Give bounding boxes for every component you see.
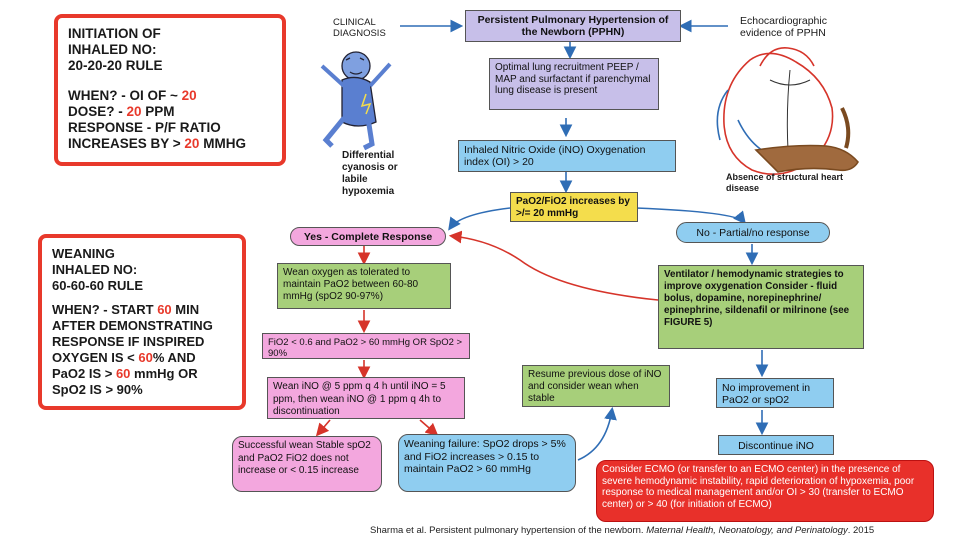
node-pao2-fio2-increase: PaO2/FiO2 increases by >/= 20 mmHg: [510, 192, 638, 222]
arrow-wean-ino-to-failure: [420, 420, 436, 434]
initiation-title-3: 20-20-20 RULE: [68, 58, 163, 73]
weaning-line-5: AFTER DEMONSTRATING: [52, 318, 213, 333]
cyanotic-infant-illustration: [322, 52, 390, 148]
weaning-title-2: INHALED NO:: [52, 262, 138, 277]
node-lung-recruitment: Optimal lung recruitment PEEP / MAP and surfactant if parenchymal lung disease is present: [489, 58, 659, 110]
weaning-line-9: SpO2 IS > 90%: [52, 382, 143, 397]
node-inhaled-nitric-oxide: Inhaled Nitric Oxide (iNO) Oxygenation index (OI) > 20: [458, 140, 676, 172]
node-no-partial-response: No - Partial/no response: [676, 222, 830, 243]
arrow-wean-ino-to-successful: [318, 420, 330, 434]
initiation-response-1: RESPONSE - P/F RATIO: [68, 120, 221, 135]
node-consider-ecmo: Consider ECMO (or transfer to an ECMO center) in the presence of severe hemodynamic instability, rapid deterioration of hypoxemia, poor response to medical management and/or OI > 30 (transfer to ECMO center) or > 40 (for initiation of ECMO): [596, 460, 934, 522]
node-discontinue-ino: Discontinue iNO: [718, 435, 834, 455]
weaning-line-8: PaO2 IS > 60 mmHg OR: [52, 366, 198, 381]
heart-echocardiogram-illustration: [717, 48, 858, 174]
echo-evidence-label: Echocardiographic evidence of PPHN: [740, 15, 827, 39]
arrow-pao2-to-no: [636, 208, 744, 222]
weaning-title-3: 60-60-60 RULE: [52, 278, 144, 293]
initiation-title-1: INITIATION OF: [68, 26, 161, 41]
node-pphn: Persistent Pulmonary Hypertension of the Newborn (PPHN): [465, 10, 681, 42]
weaning-line-7: OXYGEN IS < 60% AND: [52, 350, 196, 365]
initiation-dose: DOSE? - 20 PPM: [68, 104, 175, 119]
node-wean-ino: Wean iNO @ 5 ppm q 4 h until iNO = 5 ppm, then wean iNO @ 1 ppm q 4h to discontinuation: [267, 377, 465, 419]
initiation-response-2: INCREASES BY > 20 MMHG: [68, 136, 246, 151]
initiation-title-2: INHALED NO:: [68, 42, 157, 57]
node-resume-ino: Resume previous dose of iNO and consider wean when stable: [522, 365, 670, 407]
node-wean-oxygen: Wean oxygen as tolerated to maintain PaO2 between 60-80 mmHg (spO2 90-97%): [277, 263, 451, 309]
node-yes-complete-response: Yes - Complete Response: [290, 227, 446, 246]
weaning-title-1: WEANING: [52, 246, 115, 261]
arrow-pao2-to-yes: [450, 208, 510, 228]
node-weaning-failure: Weaning failure: SpO2 drops > 5% and FiO2 increases > 0.15 to maintain PaO2 > 60 mmHg: [398, 434, 576, 492]
arrow-failure-to-resume: [578, 410, 612, 460]
arrow-ventilator-to-yes: [452, 236, 658, 300]
initiation-when: WHEN? - OI OF ~ 20: [68, 88, 197, 103]
weaning-line-6: RESPONSE IF INSPIRED: [52, 334, 205, 349]
node-ventilator-hemodynamic: Ventilator / hemodynamic strategies to improve oxygenation Consider - fluid bolus, dopamine, norepinephrine/ epinephrine, sildenafil or milrinone (see FIGURE 5): [658, 265, 864, 349]
node-successful-wean: Successful wean Stable spO2 and PaO2 FiO2 does not increase or < 0.15 increase: [232, 436, 382, 492]
weaning-when: WHEN? - START 60 MIN: [52, 302, 200, 317]
node-fio2-pao2-criteria: FiO2 < 0.6 and PaO2 > 60 mmHg OR SpO2 > 90%: [262, 333, 470, 359]
absence-structural-label: Absence of structural heart disease: [726, 172, 844, 193]
citation: Sharma et al. Persistent pulmonary hypertension of the newborn. Maternal Health, Neonatology, and Perinatology. 2015: [370, 525, 875, 536]
clinical-diagnosis-label: CLINICAL DIAGNOSIS: [333, 17, 386, 39]
node-no-improvement: No improvement in PaO2 or spO2: [716, 378, 834, 408]
differential-cyanosis-label: Differential cyanosis or labile hypoxemia: [342, 150, 398, 197]
